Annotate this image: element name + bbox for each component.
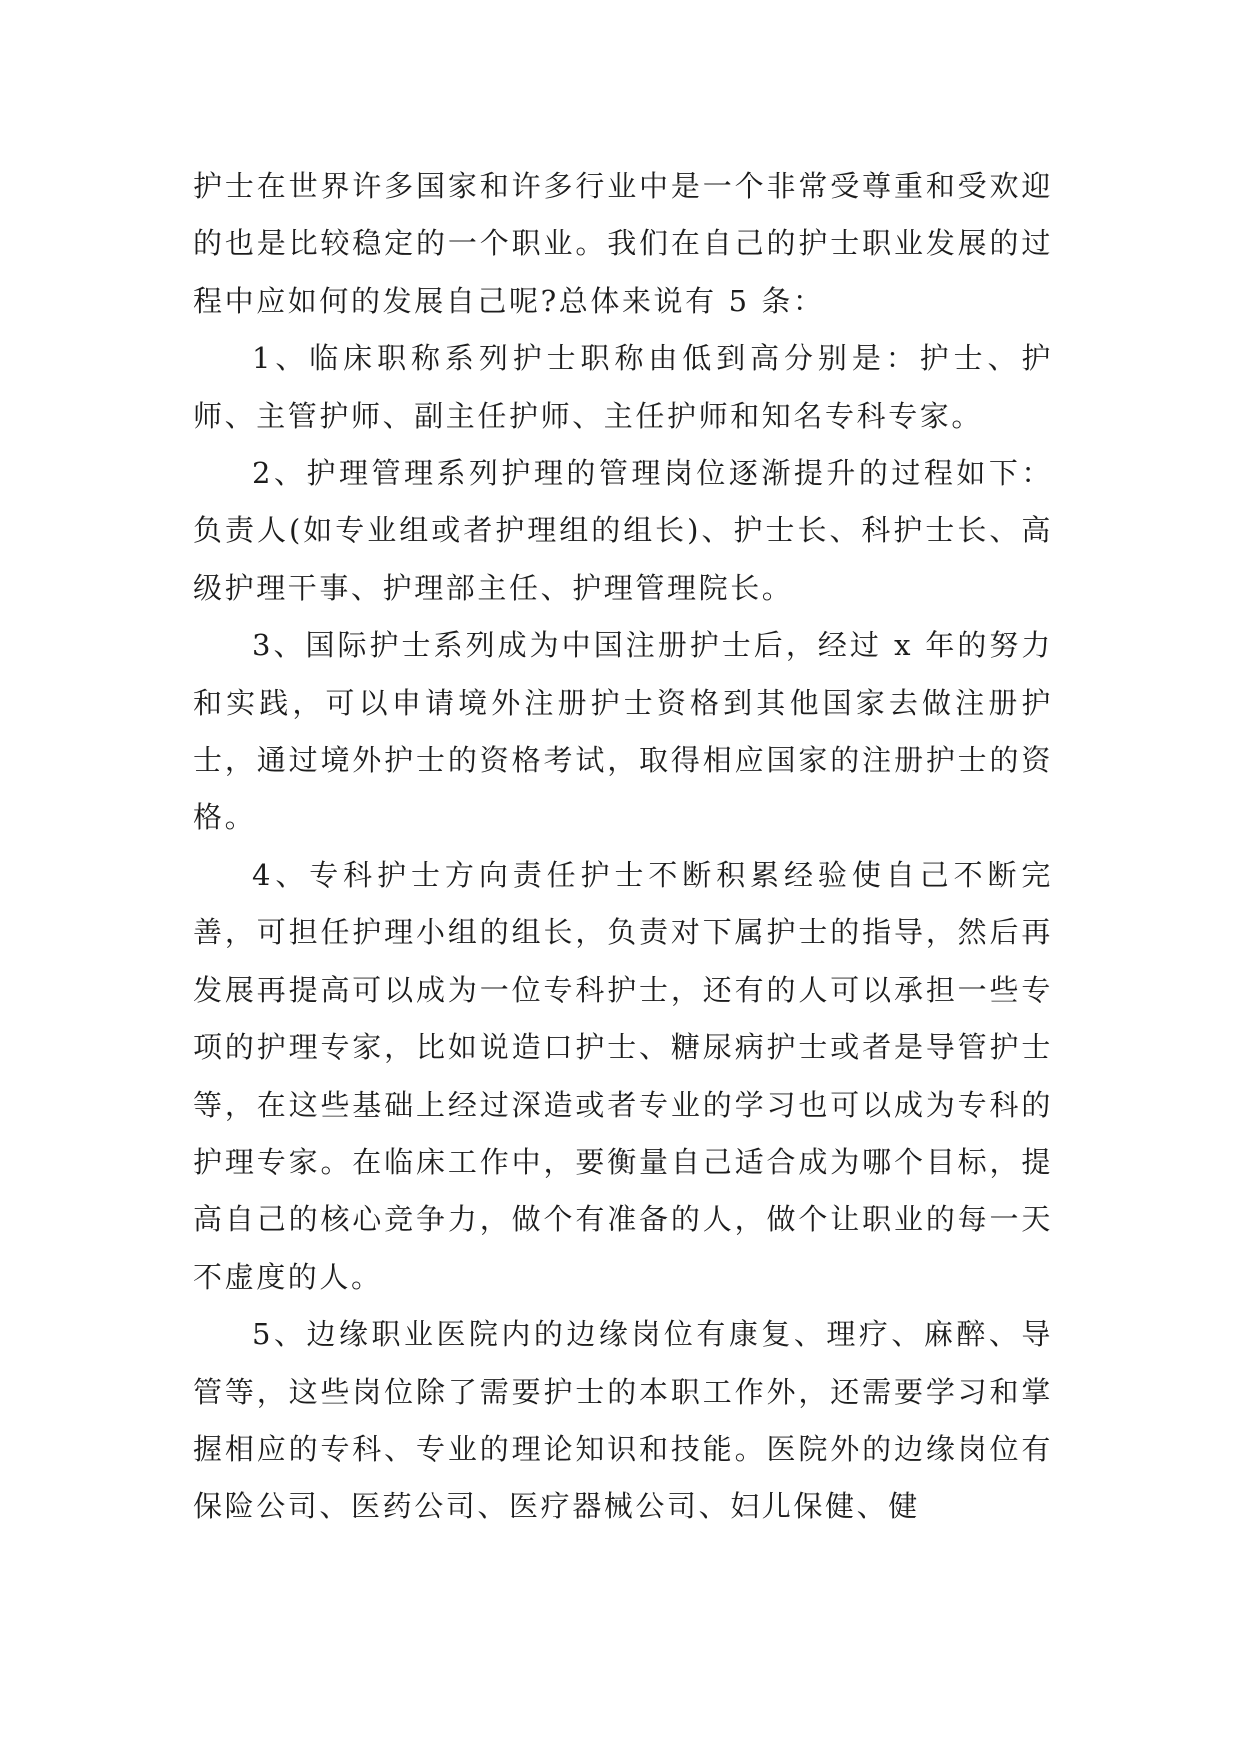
paragraph-item-4-specialist-nurse: 4、专科护士方向责任护士不断积累经验使自己不断完善，可担任护理小组的组长，负责对下属护士的指导，然后再发展再提高可以成为一位专科护士，还有的人可以承担一些专项的护理专家，比如说造口护士、糖尿病护士或者是导管护士等，在这些基础上经过深造或者专业的学习也可以成为专科的护理专家。在临床工作中，要衡量自己适合成为哪个目标，提高自己的核心竞争力，做个有准备的人，做个让职业的每一天不虚度的人。 xyxy=(193,857,1053,1294)
paragraph-item-2-nursing-management: 2、护理管理系列护理的管理岗位逐渐提升的过程如下：负责人(如专业组或者护理组的组长)、护士长、科护士长、高级护理干事、护理部主任、护理管理院长。 xyxy=(193,456,1053,605)
paragraph-item-3-international-nurse: 3、国际护士系列成为中国注册护士后，经过 x 年的努力和实践，可以申请境外注册护士资格到其他国家去做注册护士，通过境外护士的资格考试，取得相应国家的注册护士的资格。 xyxy=(193,628,1053,835)
paragraph-item-5-marginal-careers: 5、边缘职业医院内的边缘岗位有康复、理疗、麻醉、导管等，这些岗位除了需要护士的本职工作外，还需要学习和掌握相应的专科、专业的理论知识和技能。医院外的边缘岗位有保险公司、医药公司、医疗器械公司、妇儿保健、健 xyxy=(193,1317,1053,1524)
paragraph-item-1-clinical-titles: 1、临床职称系列护士职称由低到高分别是：护士、护师、主管护师、副主任护师、主任护师和知名专科专家。 xyxy=(193,341,1053,433)
document-body xyxy=(193,158,1053,1536)
paragraph-intro: 护士在世界许多国家和许多行业中是一个非常受尊重和受欢迎的也是比较稳定的一个职业。我们在自己的护士职业发展的过程中应如何的发展自己呢?总体来说有 5 条： xyxy=(193,169,1053,318)
